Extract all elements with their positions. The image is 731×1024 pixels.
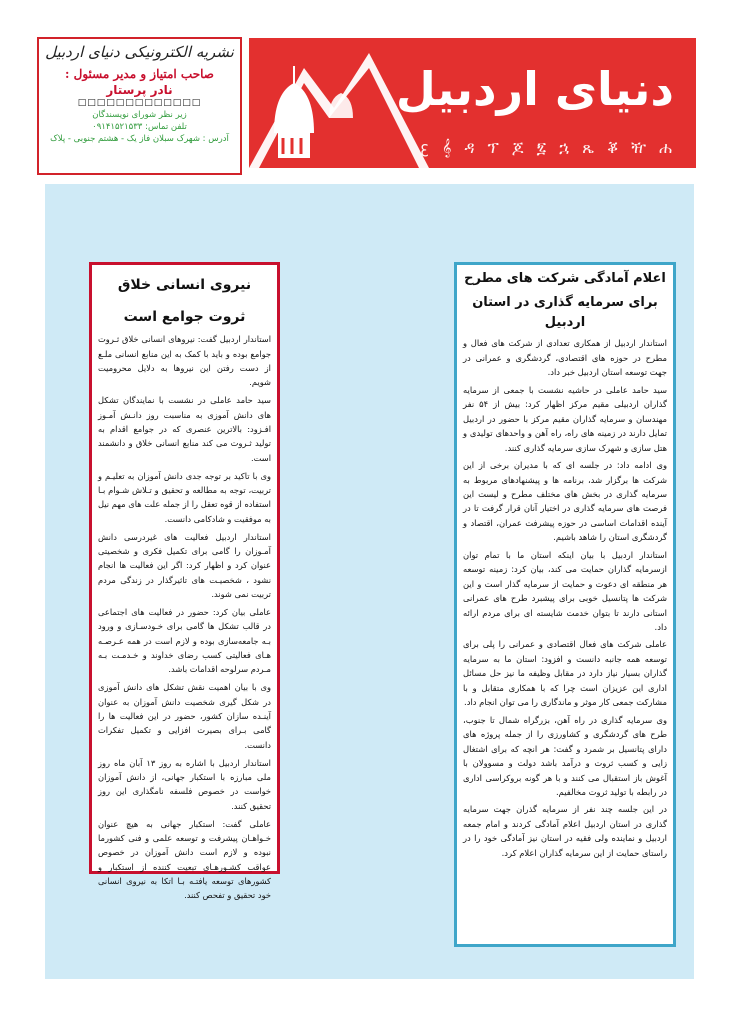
masthead-banner — [249, 38, 696, 168]
owner-label: صاحب امتیاز و مدیر مسئول : — [65, 67, 214, 81]
article-paragraph: سید حامد عاملی در حاشیه نشست با جمعی از سرمایه گذاران اردبیلی مقیم مرکز اظهار کرد: بیش از ۵۴ نفر مهندسان و سرمایه گذاران مقیم مرکز با حضور در اردبیل تمایل دارند در زمینه های راه، راه آهن و واحدهای تولیدی و هتل سازی و شهرک سازی سرمایه گذاری کنند. — [463, 384, 667, 453]
article-paragraph: وی ادامه داد: در جلسه ای که با مدیران برخی از این شرکت ها برگزار شد، برنامه ها و پیشنهادهای مربوط به سرمایه گذاری در بخش های مختلف مطرح و لیست این فرصت های سرمایه گذاری در اختیار آنان قرار گرفت تا در آینده اقدامات اساسی در حوزه پیشرفت عمران، اقتصاد و گردشگری استان را شاهد باشیم. — [463, 460, 667, 543]
article-paragraph: استاندار اردبیل فعالیت های غیردرسی دانش آمـوزان را گامی برای تکمیل فکری و شخصیتی عنوان کرد و اظهار کرد: اگر این فعالیت ها انجام نشود ، شخصیـت های تاثیرگذار در زندگی مردم تربیت نمی شوند. — [98, 531, 271, 599]
article-paragraph: استاندار اردبیل با بیان اینکه استان ما با تمام توان ازسرمایه گذاران حمایت می کند، بیان کرد: زمینه توسعه هر منطقه ای دعوت و حمایت از سرمایه گذار است و این شرکت ها پتانسیل خوبی برای پیشبرد طرح های عمرانی استانی دارند تا بتوان خدمت شایسته ای برای مردم ارائه داد. — [463, 549, 667, 633]
article-title-line-2: ثروت جوامع است — [123, 308, 246, 325]
article-title-line-1: اعلام آمادگی شرکت های مطرح — [464, 271, 666, 286]
publication-name: نشریه الکترونیکی دنیای اردبیل — [45, 43, 234, 61]
owner-name: نادر پرستار — [106, 83, 173, 97]
article-paragraph: وی سرمایه گذاری در راه آهن، بزرگراه شمال تا جنوب، طرح های گردشگری و کشاورزی را از جمله پروژه های دارای پتانسیل بر شمرد و گفت: هر انچه که برای اشتغال زایی و کسب ثروت و درآمد باشد دولت و مسوولان با آغوش باز استقبال می کنند و با هر گونه بروکراسی اداری در رابطه با تولید ثروت مخالفیم. — [463, 714, 667, 798]
article-title-line-1: نیروی انسانی خلاق — [117, 277, 252, 293]
contact-phone: تلفن تماس: ۰۹۱۴۱۵۲۱۵۳۳ — [92, 122, 187, 132]
editorial-council: زیر نظر شورای نویسندگان — [92, 110, 187, 120]
article-paragraph: عاملی شرکت های فعال اقتصادی و عمرانی را پلی برای توسعه همه جانبه دانست و افزود: استان ما به سرمایه گذاران بسیار نیاز دارد در مقابل وظیفه ما نیز حل مسائل اداری این عزیزان است چرا که با همکاری متقابل و با مشارکت جمعی کار موثر و ماندگاری را می توان انجام داد. — [463, 639, 667, 708]
article-paragraph: وی با تاکید بر توجه جدی دانش آموزان به تعلیـم و تربیت، توجه به مطالعه و تحقیق و تـلاش شـوام بـا استفاده از قوه تعقل را از جمله علت های مهم نیل به موفقیت و شادکامی دانست. — [98, 470, 271, 524]
article-title-line-2: برای سرمایه گذاری در استان اردبیل — [472, 295, 658, 331]
article-paragraph: استاندار اردبیل گفت: نیروهای انسانی خلاق ثـروت جوامع بوده و باید با کمک به این منابع انسانی ملـع از دست رفتن این نیروها به دلایل محرومیت شویم. — [98, 334, 271, 388]
article-paragraph: سید حامد عاملی در نشست با نمایندگان تشکل های دانش آموزی به مناسبت روز دانـش آمـوز افـزود: بالاترین عنصری که در جوامع اقدام به تولید ثـروت می کند منابع انسانی خلاق و دانشمند است. — [98, 395, 271, 463]
article-paragraph: استاندار اردبیل از همکاری تعدادی از شرکت های فعال و مطرح در حوزه های اقتصادی، گردشگری و عمرانی در جهت توسعه استان اردبیل خبر داد. — [463, 338, 667, 378]
placeholder-squares: □□□□□□□□□□□□□ — [77, 98, 202, 108]
masthead-info-box — [37, 37, 242, 175]
banner-title: دنیای اردبیل — [395, 62, 674, 116]
article-paragraph: وی با بیان اهمیت نقش تشکل های دانش آموزی در شکل گیری شخصیت دانش آموزان به عنوان آینـده سازان کشور، حضور در این فعالیت ها را گامی بـرای بصیرت افزایی و تکمیل تفکرات دانست. — [98, 682, 271, 750]
article-investment — [454, 262, 676, 947]
article-human-resources — [89, 262, 280, 901]
article-paragraph: استاندار اردبیل با اشاره به روز ۱۳ آبان ماه روز ملی مبارزه با استکبار جهانی، از دانش آموزان خواست در خصوص فلسفه نامگذاری این روز تحقیق کنند. — [98, 757, 271, 811]
address: آدرس : شهرک سبلان فاز یک - هشتم جنوبی - پلاک — [50, 134, 229, 144]
article-paragraph: عاملی بیان کرد: حضور در فعالیت های اجتماعی در قالب تشکل ها گامی برای خـودسـازی و ورود بـه جامعه‌سازی بوده و لازم است در همه عـرصـه هـای فعالیتی کسب رضای خداوند و خـدمـت بـه مـردم سرلوحه اقدامات باشد. — [98, 607, 271, 675]
article-paragraph: در این جلسه چند نفر از سرمایه گذران جهت سرمایه گذاری در استان اردبیل اعلام آمادگی کردند و امام جمعه اردبیل و نماینده ولی فقیه در استان نیز آمادگی خود را در راستای حمایت از این سرمایه گذاران اعلام کرد. — [463, 804, 667, 858]
article-paragraph: عاملی گفت: استکبار جهانی به هیچ عنوان خـواهـان پیشرفت و توسعه علمی و فنی کشورما نبوده و لازم است دانش آموزان در خصوص عواقب کشـورهـای تبعیت کننده از استکبار و کشورهای توسعه یافتـه بـا اتکا به نیروی انسانی خود تحقیق و تفحص کنند. — [98, 818, 271, 901]
petroglyph-strip: ꜫ 𝄞 ዳ ፕ ጆ ፯ ኋ ጼ ቖ ዥ ሐ — [420, 138, 676, 157]
